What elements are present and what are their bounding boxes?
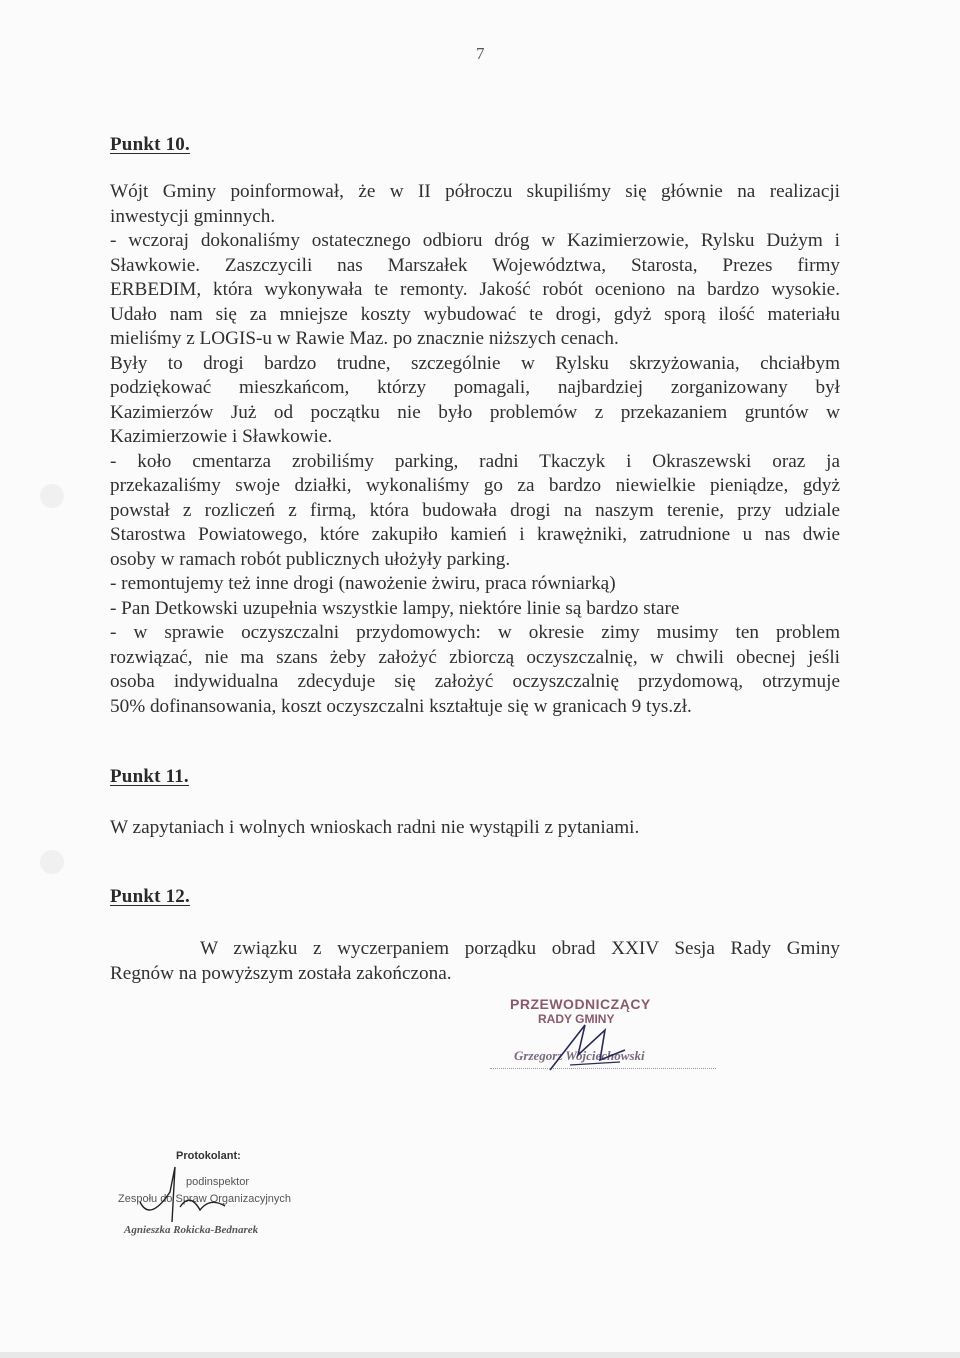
text-line: przekazaliśmy swoje działki, wykonaliśmy go za bardzo niewielkie pieniądze, gdyż — [110, 475, 840, 496]
text-line: Wójt Gminy poinformował, że w II półroczu skupiliśmy się głównie na realizacji — [110, 181, 840, 202]
text-line: rozwiązać, nie ma szans żeby założyć zbiorczą oczyszczalnię, w chwili obecnej jeśli — [110, 646, 840, 668]
section-body-12 — [110, 937, 840, 986]
page-bottom-edge — [0, 1352, 960, 1358]
text-line: Sławkowie. Zaszczycili nas Marszałek Województwa, Starosta, Prezes firmy — [110, 254, 840, 276]
text-line: - Pan Detkowski uzupełnia wszystkie lampy, niektóre linie są bardzo stare — [110, 597, 680, 619]
text-line: Były to drogi bardzo trudne, szczególnie w Rylsku skrzyżowania, chciałbym — [110, 352, 840, 374]
protocol-name: Agnieszka Rokicka-Bednarek — [124, 1224, 259, 1236]
punch-hole — [40, 850, 64, 874]
section-heading-10: Punkt 10. — [110, 134, 190, 155]
protocol-position: podinspektor — [186, 1176, 249, 1188]
text-line: powstał z rozliczeń z firmą, która budowała drogi na naszym terenie, przy udziale — [110, 499, 840, 521]
text-line: - koło cmentarza zrobiliśmy parking, radni Tkaczyk i Okraszewski oraz ja — [110, 450, 840, 472]
protocol-label: Protokolant: — [176, 1150, 241, 1162]
text-line: Starostwa Powiatowego, które zakupiło kamień i krawężniki, zatrudnione u nas dwie — [110, 524, 840, 545]
text-line: podziękować mieszkańcom, którzy pomagali, najbardziej zorganizowany był — [110, 377, 840, 398]
stamp-title: PRZEWODNICZĄCY — [510, 996, 651, 1012]
text-line: Regnów na powyższym została zakończona. — [110, 962, 452, 984]
protocol-department: Zespołu do Spraw Organizacyjnych — [118, 1193, 292, 1205]
text-line: osoby w ramach robót publicznych ułożyły parking. — [110, 548, 511, 570]
text-line: - wczoraj dokonaliśmy ostatecznego odbioru dróg w Kazimierzowie, Rylsku Dużym i — [110, 230, 840, 251]
text-line: 50% dofinansowania, koszt oczyszczalni kształtuje się w granicach 9 tys.zł. — [110, 695, 692, 717]
text-line: - w sprawie oczyszczalni przydomowych: w okresie zimy musimy ten problem — [110, 622, 840, 643]
text-line: W zapytaniach i wolnych wnioskach radni nie wystąpili z pytaniami. — [110, 817, 640, 838]
text-line: - remontujemy też inne drogi (nawożenie żwiru, praca równiarką) — [110, 573, 616, 594]
text-line: Kazimierzowie i Sławkowie. — [110, 426, 333, 447]
text-line: inwestycji gminnych. — [110, 205, 276, 227]
stamp-name: Grzegorz Wojciechowski — [514, 1048, 645, 1063]
text-line: osoba indywidualna zdecyduje się założyć oczyszczalnię przydomową, otrzymuje — [110, 671, 840, 692]
text-line: W związku z wyczerpaniem porządku obrad XXIV Sesja Rady Gminy — [200, 938, 840, 959]
protocol-signature — [130, 1162, 240, 1242]
text-line: Kazimierzów Już od początku nie było problemów z przekazaniem gruntów w — [110, 401, 840, 423]
text-line: mieliśmy z LOGIS-u w Rawie Maz. po znacznie niższych cenach. — [110, 328, 619, 349]
punch-hole — [40, 484, 64, 508]
page-number: 7 — [476, 44, 485, 63]
text-line: ERBEDIM, która wykonywała te remonty. Jakość robót oceniono na bardzo wysokie. — [110, 279, 840, 300]
section-heading-11: Punkt 11. — [110, 766, 189, 787]
section-body-10 — [110, 180, 840, 719]
section-heading-12: Punkt 12. — [110, 886, 190, 907]
chairman-signature — [530, 1010, 650, 1080]
text-line: Udało nam się za mniejsze koszty wybudować te drogi, gdyż sporą ilość materiału — [110, 303, 840, 325]
section-body-11 — [110, 816, 840, 841]
stamp-subtitle: RADY GMINY — [538, 1012, 615, 1026]
